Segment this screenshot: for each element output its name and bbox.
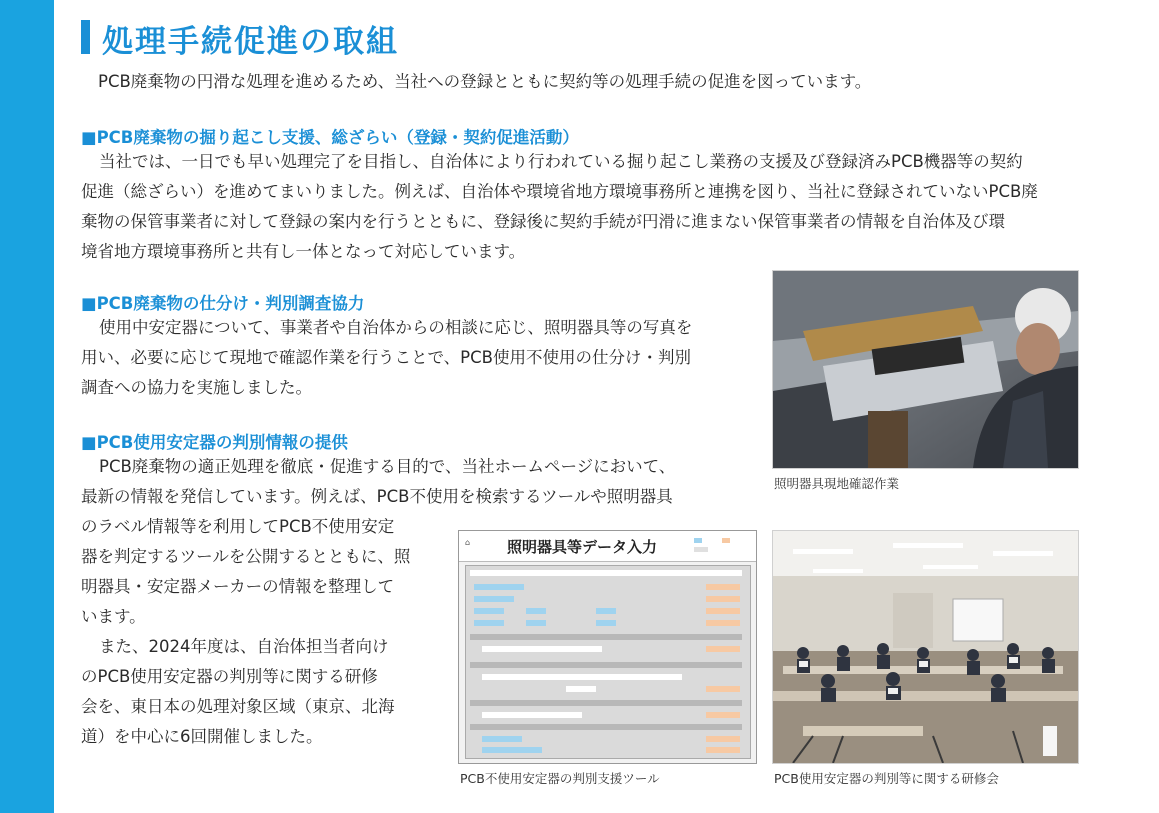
tool-field: [482, 736, 522, 742]
body-line: PCB廃棄物の適正処理を徹底・促進する目的で、当社ホームページにおいて、: [99, 457, 676, 476]
title-marker: [81, 20, 90, 54]
tool-window-title: 照明器具等データ入力: [507, 538, 658, 556]
body-line: 最新の情報を発信しています。例えば、PCB不使用を検索するツールや照明器具: [81, 487, 673, 506]
tool-field: [482, 747, 542, 753]
tool-field: [474, 608, 504, 614]
tool-field: [482, 674, 682, 680]
body-line: 棄物の保管事業者に対して登録の案内を行うとともに、登録後に契約手続が円滑に進まない保管事業者の情報を自治体及び環: [81, 212, 1005, 231]
tool-field: [482, 646, 602, 652]
tool-section-bar: [470, 634, 742, 640]
tool-field: [474, 620, 504, 626]
tool-legend-icon: [692, 535, 750, 555]
tool-caption: PCB不使用安定器の判別支援ツール: [460, 771, 660, 786]
site-check-illustration: [773, 271, 1078, 468]
body-line: 会を、東日本の処理対象区域（東京、北海: [81, 697, 395, 716]
tool-field: [596, 620, 616, 626]
tool-section-bar: [470, 662, 742, 668]
tool-field: [706, 712, 740, 718]
body-line: 境省地方環境事務所と共有し一体となって対応しています。: [81, 242, 526, 261]
body-line: また、2024年度は、自治体担当者向け: [99, 637, 389, 656]
tool-tab-strip: [470, 570, 742, 576]
tool-field: [706, 747, 740, 753]
site-check-photo: [772, 270, 1079, 469]
section-heading-discrimination-info: ■PCB使用安定器の判別情報の提供: [81, 433, 348, 452]
discrimination-tool-screenshot: [458, 530, 757, 764]
body-line: 器を判定するツールを公開するとともに、照: [81, 547, 411, 566]
tool-field: [706, 584, 740, 590]
section-heading-digging-support: ■PCB廃棄物の掘り起こし支援、総ざらい（登録・契約促進活動）: [81, 128, 579, 147]
tool-field: [526, 608, 546, 614]
tool-field: [706, 646, 740, 652]
tool-field: [706, 736, 740, 742]
tool-field: [566, 686, 596, 692]
intro-text: PCB廃棄物の円滑な処理を進めるため、当社への登録とともに契約等の処理手続の促進を図っています。: [98, 72, 872, 91]
body-line: 用い、必要に応じて現地で確認作業を行うことで、PCB使用不使用の仕分け・判別: [81, 348, 691, 367]
body-line: 使用中安定器について、事業者や自治体からの相談に応じ、照明器具等の写真を: [99, 318, 693, 337]
training-session-illustration: [773, 531, 1078, 763]
training-session-photo: [772, 530, 1079, 764]
tool-field: [526, 620, 546, 626]
section-heading-sorting-survey: ■PCB廃棄物の仕分け・判別調査協力: [81, 294, 365, 313]
body-line: のPCB使用安定器の判別等に関する研修: [81, 667, 378, 686]
tool-section-bar: [470, 724, 742, 730]
tool-field: [706, 596, 740, 602]
tool-field: [482, 712, 582, 718]
tool-field: [706, 620, 740, 626]
tool-field: [474, 596, 514, 602]
site-check-caption: 照明器具現地確認作業: [774, 476, 900, 491]
page-title: 処理手続促進の取組: [102, 24, 399, 60]
tool-header: [459, 531, 756, 562]
body-line: 調査への協力を実施しました。: [81, 378, 312, 397]
tool-field: [706, 686, 740, 692]
training-session-caption: PCB使用安定器の判別等に関する研修会: [774, 771, 999, 786]
tool-field: [706, 608, 740, 614]
body-line: 促進（総ざらい）を進めてまいりました。例えば、自治体や環境省地方環境事務所と連携を図り、当社に登録されていないPCB廃: [81, 182, 1038, 201]
tool-section-bar: [470, 700, 742, 706]
tool-form: [465, 565, 751, 759]
section-body-sorting-survey: [81, 313, 741, 403]
side-accent-bar: [0, 0, 54, 813]
tool-field: [474, 584, 524, 590]
home-icon: ⌂: [465, 538, 471, 547]
body-line: 道）を中心に6回開催しました。: [81, 727, 323, 746]
body-line: 当社では、一日でも早い処理完了を目指し、自治体により行われている掘り起こし業務の支援及び登録済みPCB機器等の契約: [99, 152, 1023, 171]
body-line: います。: [81, 607, 146, 626]
tool-field: [596, 608, 616, 614]
section-body-digging-support: [81, 147, 1081, 267]
body-line: 明器具・安定器メーカーの情報を整理して: [81, 577, 395, 596]
body-line: のラベル情報等を利用してPCB不使用安定: [81, 517, 395, 536]
